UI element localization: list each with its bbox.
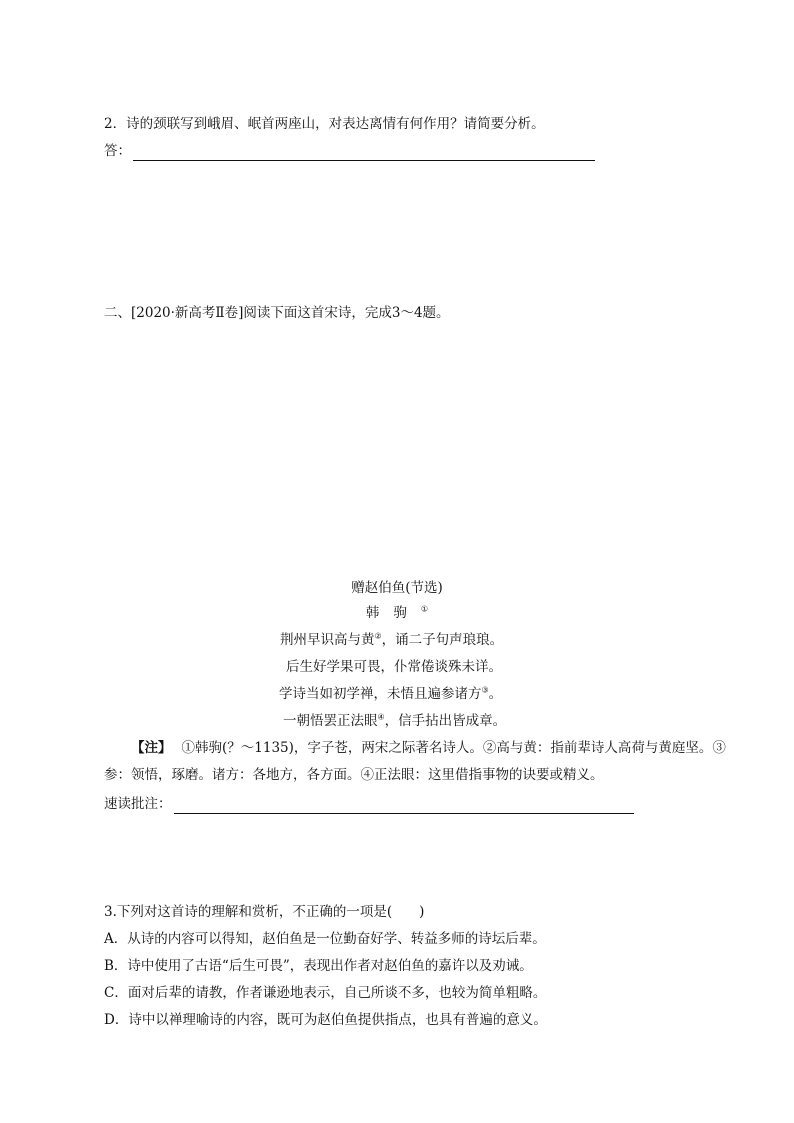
option-b[interactable]: B．诗中使用了古语“后生可畏”，表现出作者对赵伯鱼的嘉许以及劝诫。 xyxy=(104,958,533,974)
question-2: 2．诗的颈联写到峨眉、岷首两座山，对表达离情有何作用？请简要分析。 xyxy=(104,116,545,132)
annotation-label: 速读批注： xyxy=(104,796,172,812)
footnote-mark: ④ xyxy=(377,712,385,722)
note-text-1: ①韩驹(？～1135)，字子苍，两宋之际著名诗人。②高与黄：指前辈诗人高荷与黄庭坚。③ xyxy=(181,740,726,756)
footnote-mark: ② xyxy=(374,631,382,641)
poem-line-3 xyxy=(279,684,502,704)
poem-line-1 xyxy=(280,630,503,650)
answer-line-q2[interactable] xyxy=(104,141,595,161)
footnote-mark: ① xyxy=(420,604,429,614)
annotation-blank[interactable] xyxy=(174,799,634,814)
poem-author xyxy=(0,603,794,623)
poem-line-2 xyxy=(286,657,502,677)
question-3-stem: 3.下列对这首诗的理解和赏析，不正确的一项是( ) xyxy=(104,904,425,920)
poem-line-4 xyxy=(283,711,506,731)
answer-label: 答： xyxy=(104,143,131,159)
poem-title: 赠赵伯鱼(节选) xyxy=(351,580,443,596)
poem-line-text: 一朝悟罢正法眼 xyxy=(283,713,378,729)
footnote-mark: ③ xyxy=(481,685,489,695)
option-c[interactable]: C．面对后辈的请教，作者谦逊地表示，自己所谈不多，也较为简单粗略。 xyxy=(104,985,547,1001)
note-line-1 xyxy=(131,738,726,758)
answer-blank[interactable] xyxy=(133,146,595,161)
poem-line-tail: 。 xyxy=(488,686,503,702)
annotation-line[interactable] xyxy=(104,794,634,814)
poem-line-text: 荆州早识高与黄 xyxy=(280,632,375,648)
option-d[interactable]: D．诗中以禅理喻诗的内容，既可为赵伯鱼提供指点，也具有普遍的意义。 xyxy=(104,1012,547,1028)
poem-line-text: 学诗当如初学禅，未悟且遍参诸方 xyxy=(279,686,482,702)
option-a[interactable]: A．从诗的内容可以得知，赵伯鱼是一位勤奋好学、转益多师的诗坛后辈。 xyxy=(104,931,546,947)
poem-line-tail: ，诵二子句声琅琅。 xyxy=(381,632,504,648)
poem-line-text: 后生好学果可畏，仆常倦谈殊未详。 xyxy=(286,659,502,675)
note-line-2: 参：领悟，琢磨。诸方：各地方，各方面。④正法眼：这里借指事物的诀要或精义。 xyxy=(104,767,604,783)
note-tag: 【注】 xyxy=(131,740,172,756)
section-2-heading: 二、[2020·新高考Ⅱ卷]阅读下面这首宋诗，完成3～4题。 xyxy=(104,305,450,321)
poem-author-name: 韩驹 xyxy=(365,605,421,621)
poem-line-tail: ，信手拈出皆成章。 xyxy=(384,713,507,729)
